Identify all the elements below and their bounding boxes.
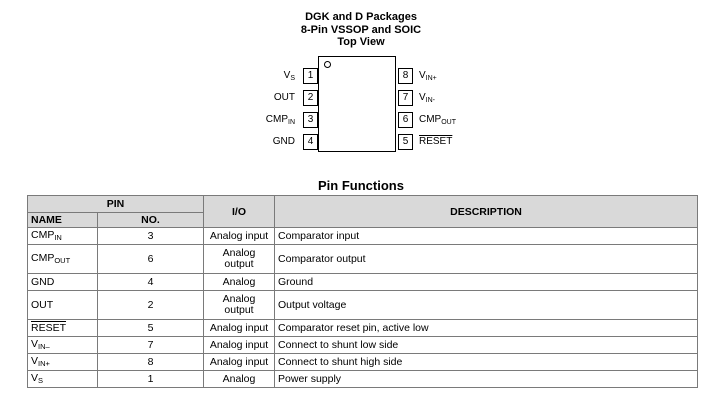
pin-label: OUT [273, 92, 295, 103]
pin-header: PIN [28, 196, 204, 213]
pin-number-box: 3 [303, 112, 318, 128]
pin-number-box: 2 [303, 90, 318, 106]
description-cell: Comparator input [275, 228, 698, 245]
pin-number-box: 4 [303, 134, 318, 150]
io-cell: Analog [204, 371, 275, 388]
number-header: NO. [98, 213, 204, 228]
pin-number-cell: 8 [98, 354, 204, 371]
description-header: DESCRIPTION [275, 196, 698, 228]
io-cell: Analog output [204, 245, 275, 274]
package-title-line: Top View [337, 36, 385, 48]
table-row [28, 337, 698, 354]
pin-label: $V_S$ [283, 70, 295, 82]
pin-number-cell: 5 [98, 320, 204, 337]
table-title: Pin Functions [318, 178, 404, 193]
pin1-indicator-icon [324, 61, 331, 68]
description-cell: Power supply [275, 371, 698, 388]
pin-number-box: 6 [398, 112, 413, 128]
description-cell: Connect to shunt high side [275, 354, 698, 371]
pin-number-cell: 1 [98, 371, 204, 388]
pin-functions-table [27, 195, 698, 388]
table-row [28, 274, 698, 291]
io-cell: Analog input [204, 337, 275, 354]
description-cell: Output voltage [275, 291, 698, 320]
pin-number-box: 7 [398, 90, 413, 106]
pin-name-cell: OUT [28, 291, 98, 320]
table-row [28, 245, 698, 274]
pin-number-cell: 3 [98, 228, 204, 245]
pin-name-cell: RESET [28, 320, 98, 337]
pin-name-cell: $V_{IN+}$ [28, 354, 98, 371]
io-header: I/O [204, 196, 275, 228]
pin-label: RESET [419, 136, 453, 147]
name-header: NAME [28, 213, 98, 228]
io-cell: Analog [204, 274, 275, 291]
ic-package-body [318, 56, 396, 152]
pin-label: $CMP_{OUT}$ [419, 114, 457, 126]
pin-number-cell: 4 [98, 274, 204, 291]
io-cell: Analog input [204, 354, 275, 371]
pin-label: $V_{IN-}$ [419, 92, 436, 104]
table-row [28, 291, 698, 320]
io-cell: Analog input [204, 320, 275, 337]
pin-name-cell: $CMP_{IN}$ [28, 228, 98, 245]
description-cell: Connect to shunt low side [275, 337, 698, 354]
package-title-line: DGK and D Packages [305, 11, 417, 23]
table-row [28, 354, 698, 371]
pin-number-cell: 7 [98, 337, 204, 354]
pin-number-box: 8 [398, 68, 413, 84]
table-row [28, 228, 698, 245]
pin-label: $V_{IN+}$ [419, 70, 437, 82]
description-cell: Comparator output [275, 245, 698, 274]
table-row [28, 371, 698, 388]
pin-label: GND [272, 136, 295, 147]
pin-number-box: 5 [398, 134, 413, 150]
pin-label: $CMP_{IN}$ [265, 114, 295, 126]
description-cell: Comparator reset pin, active low [275, 320, 698, 337]
pin-name-cell: $CMP_{OUT}$ [28, 245, 98, 274]
description-cell: Ground [275, 274, 698, 291]
pin-name-cell: GND [28, 274, 98, 291]
pin-number-cell: 2 [98, 291, 204, 320]
io-cell: Analog output [204, 291, 275, 320]
io-cell: Analog input [204, 228, 275, 245]
package-title [250, 11, 472, 49]
pin-name-cell: $V_S$ [28, 371, 98, 388]
pin-name-cell: $V_{IN-}$ [28, 337, 98, 354]
pin-number-cell: 6 [98, 245, 204, 274]
pin-number-box: 1 [303, 68, 318, 84]
table-row [28, 320, 698, 337]
package-title-line: 8-Pin VSSOP and SOIC [300, 23, 422, 36]
